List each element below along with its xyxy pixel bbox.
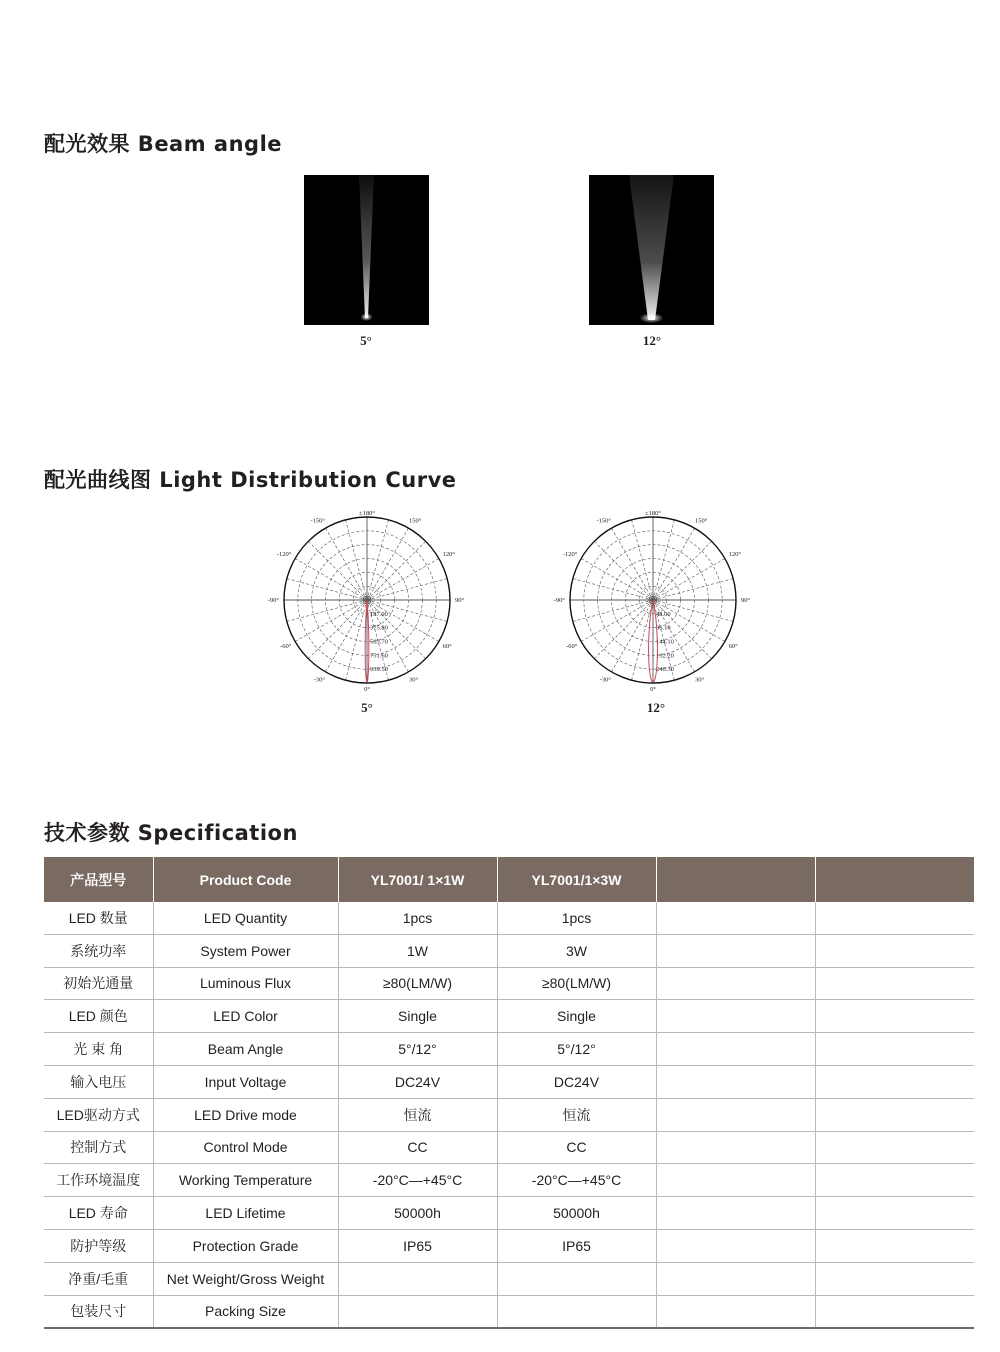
table-row (44, 1229, 974, 1262)
angle-label: -90° (267, 597, 279, 604)
cell-value-3w: 5°/12° (497, 1033, 656, 1066)
cell-param-cn: LED 寿命 (44, 1197, 153, 1230)
cell-param-en: Net Weight/Gross Weight (153, 1262, 338, 1295)
cell-value-1w: 50000h (338, 1197, 497, 1230)
angle-label: 120° (442, 551, 456, 558)
angle-label: 120° (728, 551, 742, 558)
cell-empty (815, 967, 974, 1000)
grid-spoke (367, 579, 447, 600)
table-row (44, 1197, 974, 1230)
cell-empty (656, 1131, 815, 1164)
cell-value-3w: CC (497, 1131, 656, 1164)
cell-value-3w: 1pcs (497, 902, 656, 934)
table-header-row (44, 857, 974, 902)
polar-chart-12deg (548, 505, 758, 695)
cell-empty (815, 1229, 974, 1262)
cell-value-3w: 3W (497, 934, 656, 967)
grid-spoke (581, 600, 653, 642)
cell-empty (815, 1164, 974, 1197)
cell-value-3w (497, 1295, 656, 1328)
header-empty-1 (656, 857, 815, 902)
cell-empty (656, 1295, 815, 1328)
angle-label: -120° (276, 551, 292, 558)
header-model-cn: 产品型号 (44, 857, 153, 902)
cell-param-cn: 光 束 角 (44, 1033, 153, 1066)
cell-param-en: Packing Size (153, 1295, 338, 1328)
cell-empty (656, 1197, 815, 1230)
cell-param-cn: 初始光通量 (44, 967, 153, 1000)
cell-empty (815, 1065, 974, 1098)
cell-value-3w: -20°C—+45°C (497, 1164, 656, 1197)
ring-value-label: 96.10 (656, 624, 671, 632)
cell-value-1w: 1W (338, 934, 497, 967)
grid-spoke (346, 520, 367, 600)
angle-label: 0° (364, 686, 370, 693)
cell-param-en: LED Drive mode (153, 1098, 338, 1131)
angle-label: -30° (599, 676, 611, 684)
grid-spoke (632, 520, 653, 600)
cell-param-cn: 包装尺寸 (44, 1295, 153, 1328)
header-model-3w: YL7001/1×3W (497, 857, 656, 902)
table-row (44, 902, 974, 934)
light-distribution-title: 配光曲线图 Light Distribution Curve (44, 468, 457, 492)
angle-label: 60° (442, 643, 452, 650)
ring-value-label: 240.30 (656, 666, 674, 674)
curve-caption-12: 12° (646, 700, 666, 715)
cell-value-3w: 恒流 (497, 1098, 656, 1131)
cell-empty (656, 902, 815, 934)
table-row (44, 1295, 974, 1328)
header-model-1w: YL7001/ 1×1W (338, 857, 497, 902)
cell-param-en: Luminous Flux (153, 967, 338, 1000)
cell-param-en: System Power (153, 934, 338, 967)
angle-label: 90° (455, 597, 465, 604)
beam-caption-5: 5° (360, 333, 372, 348)
ring-value-label: 187.90 (370, 610, 388, 618)
specification-table (44, 857, 974, 1329)
angle-label: 90° (741, 597, 751, 604)
cell-value-3w (497, 1262, 656, 1295)
table-row (44, 1098, 974, 1131)
cell-param-cn: 工作环境温度 (44, 1164, 153, 1197)
angle-label: -150° (310, 517, 325, 525)
cell-value-1w: DC24V (338, 1065, 497, 1098)
cell-value-3w: Single (497, 1000, 656, 1033)
grid-spoke (653, 559, 725, 601)
ring-value-label: 563.70 (370, 638, 388, 646)
angle-label: 60° (728, 643, 738, 650)
polar-chart-5deg (262, 505, 472, 695)
cell-param-en: LED Quantity (153, 902, 338, 934)
beam-image-12deg (589, 175, 714, 325)
grid-spoke (367, 559, 439, 601)
angle-label: 150° (409, 517, 422, 525)
cell-empty (656, 1098, 815, 1131)
cell-value-1w (338, 1295, 497, 1328)
cell-param-en: Protection Grade (153, 1229, 338, 1262)
grid-spoke (653, 579, 733, 600)
angle-label: -30° (313, 676, 325, 684)
cell-empty (815, 1000, 974, 1033)
cell-param-en: Input Voltage (153, 1065, 338, 1098)
ring-value-label: 751.60 (370, 652, 388, 660)
cell-empty (656, 1229, 815, 1262)
grid-spoke (295, 600, 367, 642)
cell-value-1w: CC (338, 1131, 497, 1164)
angle-label: -60° (280, 643, 292, 650)
ring-value-label: 144.10 (656, 638, 674, 646)
cell-empty (656, 1262, 815, 1295)
cell-value-1w: Single (338, 1000, 497, 1033)
cell-empty (656, 934, 815, 967)
beam-image-5deg (304, 175, 429, 325)
beam-caption-12: 12° (642, 333, 662, 348)
grid-spoke (612, 528, 654, 600)
cell-param-cn: LED驱动方式 (44, 1098, 153, 1131)
angle-label: ±180° (359, 510, 375, 517)
header-product-code: Product Code (153, 857, 338, 902)
cell-empty (815, 1197, 974, 1230)
cell-empty (815, 1098, 974, 1131)
cell-empty (815, 934, 974, 967)
cell-param-en: Working Temperature (153, 1164, 338, 1197)
cell-value-3w: IP65 (497, 1229, 656, 1262)
table-row (44, 1164, 974, 1197)
cell-empty (656, 1065, 815, 1098)
header-empty-2 (815, 857, 974, 902)
cell-value-1w: 5°/12° (338, 1033, 497, 1066)
angle-label: -90° (553, 597, 565, 604)
cell-param-cn: 净重/毛重 (44, 1262, 153, 1295)
cell-param-cn: 防护等级 (44, 1229, 153, 1262)
angle-label: 0° (650, 686, 656, 693)
angle-label: 30° (409, 676, 419, 684)
cell-value-1w: ≥80(LM/W) (338, 967, 497, 1000)
cell-value-3w: ≥80(LM/W) (497, 967, 656, 1000)
table-row (44, 1131, 974, 1164)
angle-label: -60° (566, 643, 578, 650)
grid-spoke (326, 528, 368, 600)
cell-value-1w: 1pcs (338, 902, 497, 934)
cell-empty (656, 1164, 815, 1197)
cell-value-1w: -20°C—+45°C (338, 1164, 497, 1197)
table-row (44, 967, 974, 1000)
cell-param-en: LED Lifetime (153, 1197, 338, 1230)
angle-label: 150° (695, 517, 708, 525)
cell-param-cn: LED 数量 (44, 902, 153, 934)
angle-label: -150° (596, 517, 611, 525)
cell-empty (815, 902, 974, 934)
cell-param-cn: 输入电压 (44, 1065, 153, 1098)
cell-param-cn: 控制方式 (44, 1131, 153, 1164)
angle-label: ±180° (645, 510, 661, 517)
cell-param-en: Beam Angle (153, 1033, 338, 1066)
ring-value-label: 48.00 (656, 610, 671, 618)
cell-empty (656, 1033, 815, 1066)
cell-empty (815, 1295, 974, 1328)
angle-label: -120° (562, 551, 578, 558)
cell-param-en: Control Mode (153, 1131, 338, 1164)
cell-value-3w: 50000h (497, 1197, 656, 1230)
ring-value-label: 375.80 (370, 624, 388, 632)
table-row (44, 1033, 974, 1066)
ring-value-label: 192.20 (656, 652, 674, 660)
cell-value-1w: 恒流 (338, 1098, 497, 1131)
table-row (44, 1262, 974, 1295)
ring-value-label: 939.50 (370, 666, 388, 674)
cell-value-1w: IP65 (338, 1229, 497, 1262)
specification-title: 技术参数 Specification (44, 821, 298, 845)
beam-angle-title: 配光效果 Beam angle (44, 132, 283, 156)
curve-caption-5: 5° (361, 700, 373, 715)
table-row (44, 934, 974, 967)
cell-param-cn: 系统功率 (44, 934, 153, 967)
cell-empty (656, 967, 815, 1000)
cell-param-en: LED Color (153, 1000, 338, 1033)
cell-empty (815, 1033, 974, 1066)
table-row (44, 1000, 974, 1033)
cell-value-3w: DC24V (497, 1065, 656, 1098)
cell-empty (815, 1262, 974, 1295)
table-row (44, 1065, 974, 1098)
cell-empty (656, 1000, 815, 1033)
cell-empty (815, 1131, 974, 1164)
angle-label: 30° (695, 676, 705, 684)
cell-param-cn: LED 颜色 (44, 1000, 153, 1033)
cell-value-1w (338, 1262, 497, 1295)
